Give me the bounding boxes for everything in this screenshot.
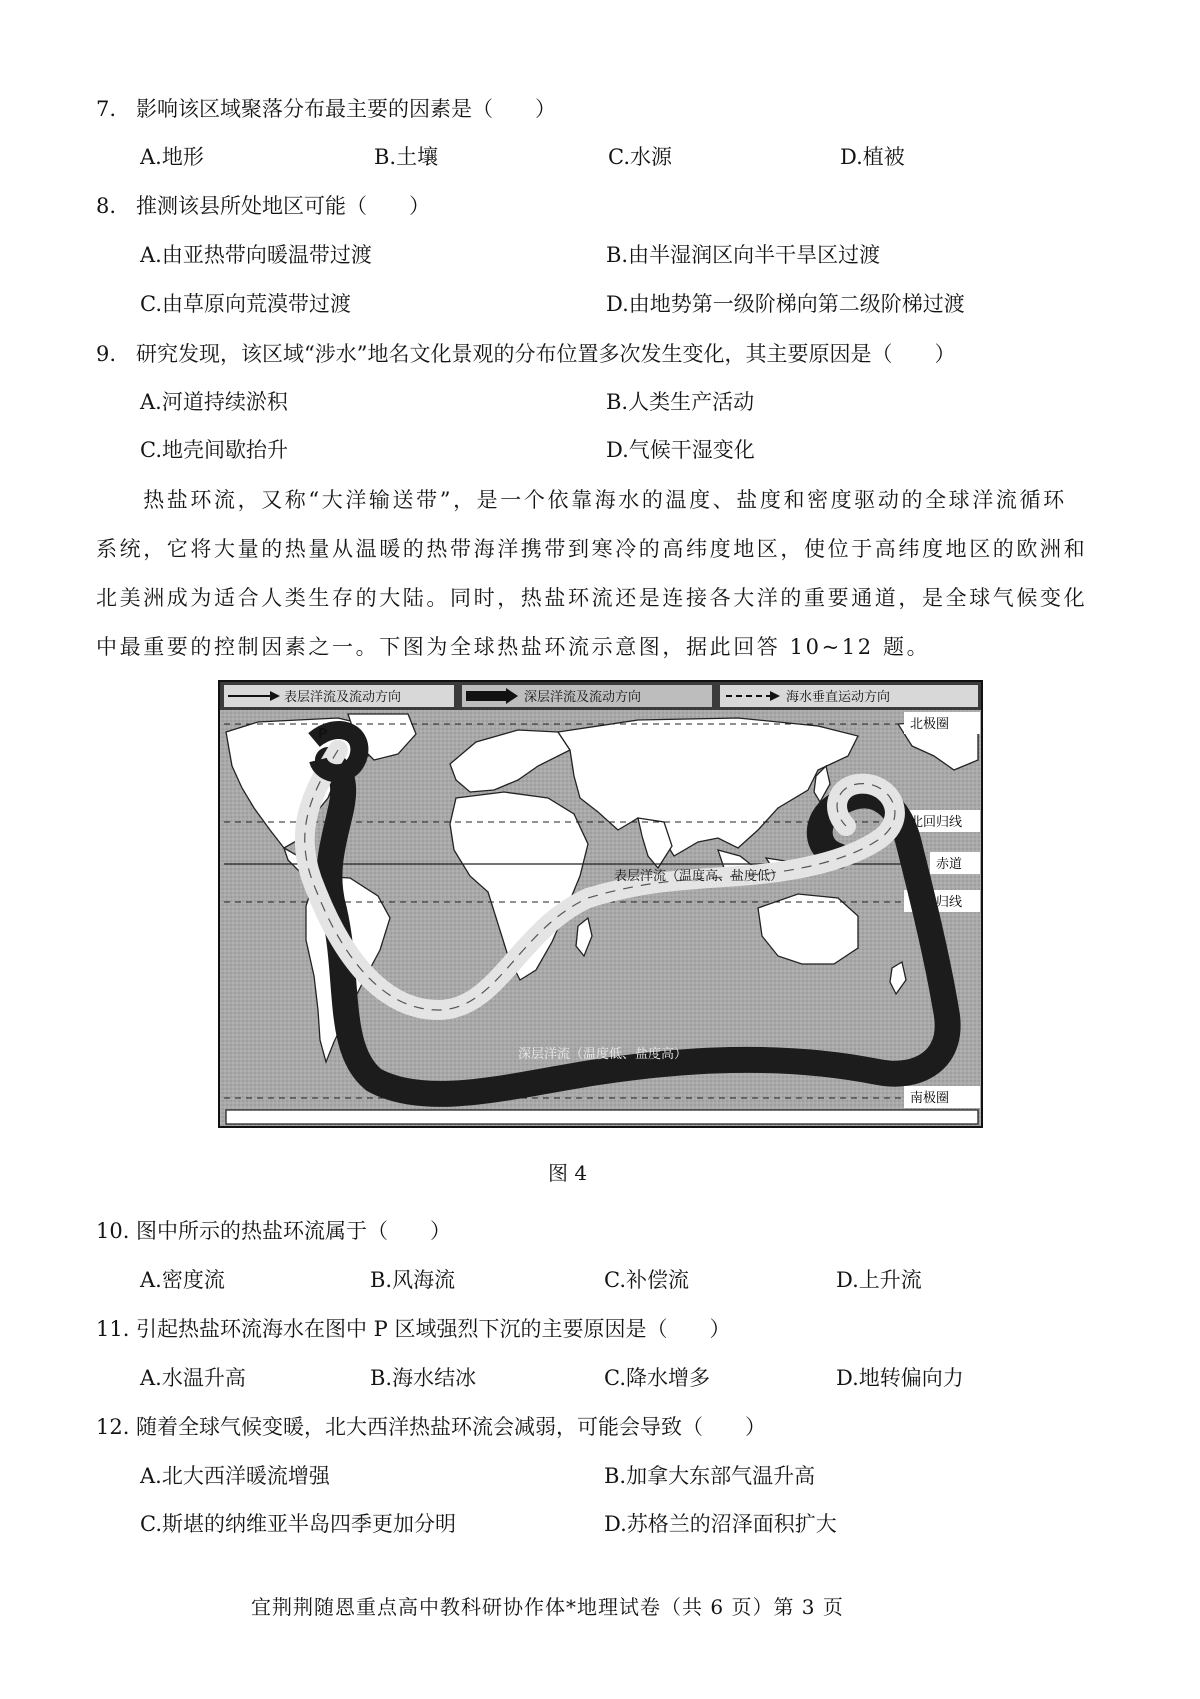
option-11a[interactable]: A.水温升高 (140, 1366, 246, 1390)
option-8c[interactable]: C.由草原向荒漠带过渡 (140, 292, 351, 316)
option-12b[interactable]: B.加拿大东部气温升高 (604, 1464, 816, 1488)
p-region-label: P (318, 727, 328, 742)
question-number: 10. (96, 1219, 130, 1243)
option-11c[interactable]: C.降水增多 (604, 1366, 710, 1390)
option-7d[interactable]: D.植被 (840, 145, 905, 169)
question-stem: 引起热盐环流海水在图中 P 区域强烈下沉的主要原因是（ ） (136, 1317, 731, 1341)
option-12c[interactable]: C.斯堪的纳维亚半岛四季更加分明 (140, 1512, 456, 1536)
question-number: 12. (96, 1415, 130, 1439)
question-12 (96, 1411, 766, 1441)
question-number: 8. (96, 194, 117, 218)
option-9c[interactable]: C.地壳间歇抬升 (140, 438, 288, 462)
page-footer: 宜荆荆随恩重点高中教科研协作体*地理试卷（共 6 页）第 3 页 (251, 1595, 844, 1619)
question-9 (96, 338, 955, 368)
map-svg (218, 680, 983, 1128)
question-number: 7. (96, 97, 117, 121)
question-stem: 推测该县所处地区可能（ ） (136, 194, 430, 218)
passage-line-3: 北美洲成为适合人类生存的大陆。同时，热盐环流还是连接各大洋的重要通道，是全球气候变化 (96, 586, 1088, 610)
option-12d[interactable]: D.苏格兰的沼泽面积扩大 (604, 1512, 837, 1536)
deep-current-label: 深层洋流（温度低、盐度高） (518, 1047, 688, 1062)
option-11d[interactable]: D.地转偏向力 (836, 1366, 964, 1390)
label-equator: 赤道 (936, 857, 963, 872)
question-number: 9. (96, 342, 117, 366)
label-tropic-cancer: 北回归线 (910, 815, 963, 830)
thermohaline-map (218, 680, 983, 1128)
legend-deep-label: 深层洋流及流动方向 (524, 690, 642, 705)
legend-vertical-label: 海水垂直运动方向 (786, 690, 891, 705)
passage-line-2: 系统，它将大量的热量从温暖的热带海洋携带到寒冷的高纬度地区，使位于高纬度地区的欧洲和 (96, 537, 1088, 561)
question-stem: 影响该区域聚落分布最主要的因素是（ ） (136, 97, 556, 121)
option-7b[interactable]: B.土壤 (374, 145, 439, 169)
label-arctic-circle: 北极圈 (910, 717, 950, 732)
option-8d[interactable]: D.由地势第一级阶梯向第二级阶梯过渡 (606, 292, 965, 316)
question-number: 11. (96, 1317, 130, 1341)
passage-line-1: 热盐环流，又称“大洋输送带”，是一个依靠海水的温度、盐度和密度驱动的全球洋流循环 (96, 488, 1067, 512)
option-7a[interactable]: A.地形 (140, 145, 204, 169)
question-11 (96, 1313, 730, 1343)
question-stem: 研究发现，该区域“涉水”地名文化景观的分布位置多次发生变化，其主要原因是（ ） (136, 342, 956, 366)
option-9d[interactable]: D.气候干湿变化 (606, 438, 755, 462)
surface-current-label: 表层洋流（温度高、盐度低） (614, 869, 784, 884)
option-7c[interactable]: C.水源 (608, 145, 672, 169)
option-9b[interactable]: B.人类生产活动 (606, 390, 755, 414)
option-10c[interactable]: C.补偿流 (604, 1268, 689, 1292)
question-stem: 图中所示的热盐环流属于（ ） (136, 1219, 451, 1243)
option-8a[interactable]: A.由亚热带向暖温带过渡 (140, 243, 372, 267)
question-10 (96, 1215, 451, 1245)
legend-surface-label: 表层洋流及流动方向 (284, 690, 402, 705)
question-stem: 随着全球气候变暖，北大西洋热盐环流会减弱，可能会导致（ ） (136, 1415, 766, 1439)
option-10a[interactable]: A.密度流 (140, 1268, 225, 1292)
figure-caption: 图 4 (548, 1161, 588, 1185)
option-9a[interactable]: A.河道持续淤积 (140, 390, 288, 414)
label-tropic-capricorn: 南回归线 (910, 895, 963, 910)
option-10b[interactable]: B.风海流 (370, 1268, 456, 1292)
question-7 (96, 93, 556, 123)
question-8 (96, 190, 430, 220)
option-10d[interactable]: D.上升流 (836, 1268, 922, 1292)
passage-line-4: 中最重要的控制因素之一。下图为全球热盐环流示意图，据此回答 10~12 题。 (96, 635, 931, 659)
label-antarctic-circle: 南极圈 (910, 1091, 950, 1106)
option-12a[interactable]: A.北大西洋暖流增强 (140, 1464, 330, 1488)
option-11b[interactable]: B.海水结冰 (370, 1366, 477, 1390)
option-8b[interactable]: B.由半湿润区向半干旱区过渡 (606, 243, 881, 267)
